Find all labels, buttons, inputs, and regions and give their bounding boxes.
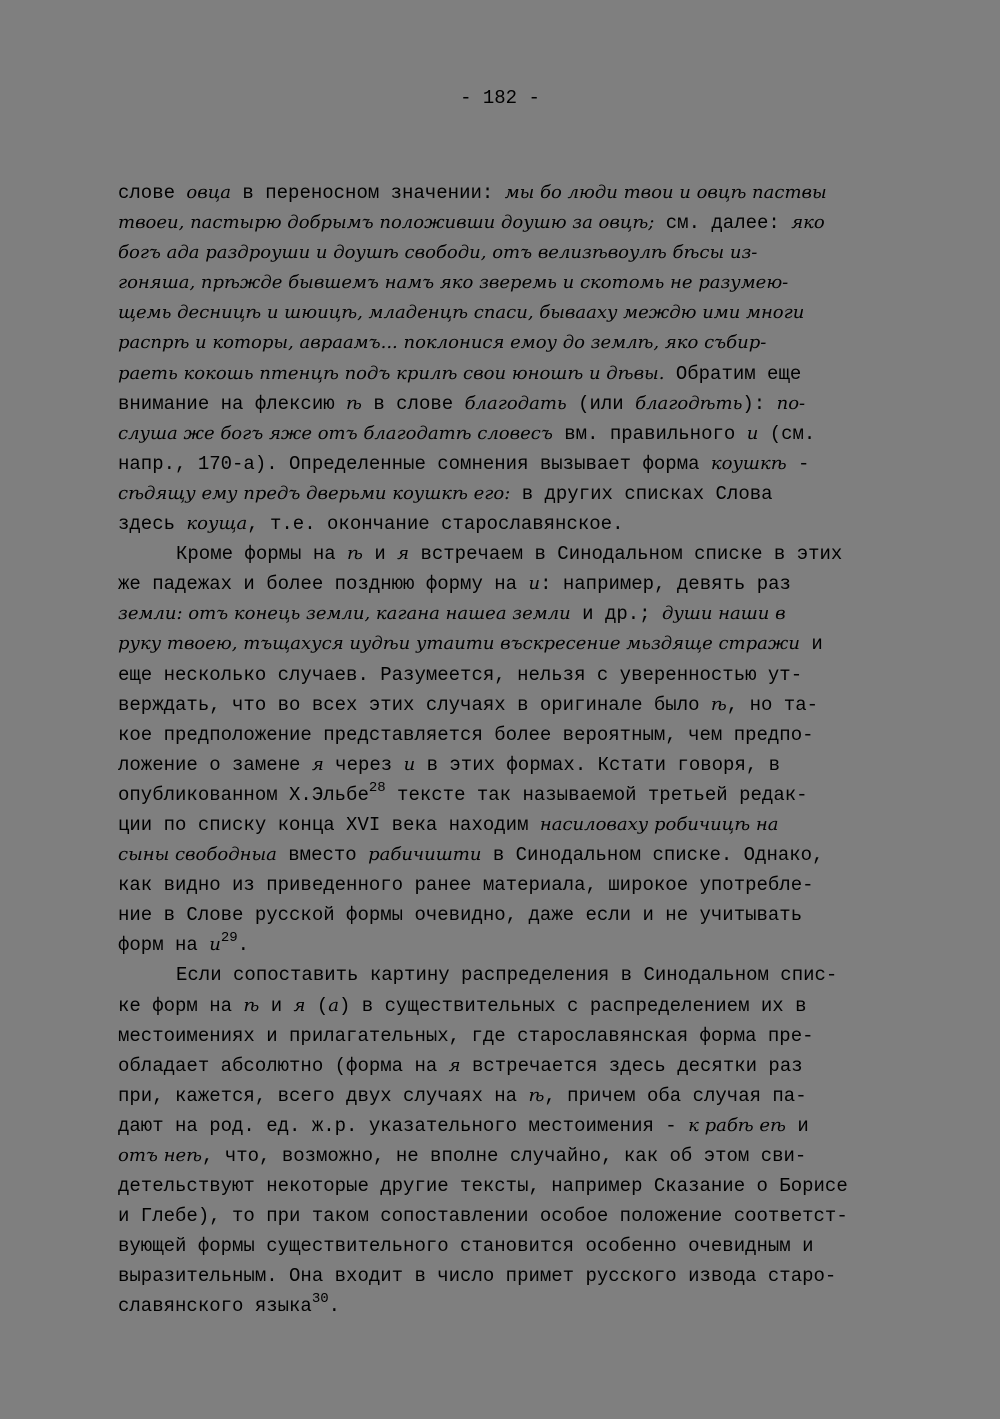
italic-quote: я [448, 1054, 461, 1076]
text-line [118, 539, 898, 569]
text-line [118, 1171, 898, 1201]
text-run: местоимениях и прилагательных, где старославянская форма пре- [118, 1024, 814, 1047]
italic-quote: ѣ [346, 392, 362, 414]
italic-quote: сыны свободныа [118, 844, 277, 866]
text-run: ние в Слове русской формы очевидно, даже если и не учитывать [118, 904, 803, 927]
text-run: в слове [361, 392, 465, 415]
text-run: славянского языка [118, 1295, 312, 1318]
italic-quote: ѣ [710, 693, 727, 715]
text-run: форм на [118, 934, 210, 957]
italic-quote: руку твоею, тъщахуся иудѣи утаити въскресение мьздяще стражи [118, 633, 800, 655]
text-run: вующей формы существительного становится особенно очевидным и [118, 1235, 814, 1258]
italic-quote: я [397, 543, 410, 565]
footnote-ref: 30 [311, 1291, 329, 1308]
italic-quote: благодѣть [635, 392, 743, 414]
text-line [118, 419, 898, 449]
text-line [118, 1141, 898, 1171]
italic-quote: я [311, 753, 324, 775]
text-run: в Синодальном списке. Однако, [481, 844, 824, 867]
italic-quote: рабичишти [368, 844, 482, 866]
italic-quote: ѣ [347, 543, 363, 565]
text-run: ции по списку конца XVI века находим [118, 813, 540, 836]
text-run: опубликованном Х.Эльбе [118, 783, 369, 806]
italic-quote: слуша же богъ яже отъ благодатѣ словесъ [118, 422, 553, 444]
italic-quote: земли: отъ конець земли, кагана нашеа земли [118, 603, 571, 625]
italic-quote: распрѣ и которы, авраамъ... поклонися емоу до землѣ, яко събир- [118, 332, 767, 354]
text-line [118, 479, 898, 509]
text-line [118, 1231, 898, 1261]
text-line [118, 208, 898, 238]
italic-quote: твоеи, пастырю добрымъ положивши доушю за овцѣ; [118, 212, 655, 234]
italic-quote: благодать [464, 392, 567, 414]
text-line [118, 750, 898, 780]
italic-quote: ѣ [243, 994, 260, 1016]
italic-quote: богъ ада раздроуши и доушѣ свободи, отъ велизѣвоулѣ бѣсы из- [118, 242, 758, 264]
text-run: слове [118, 182, 187, 204]
italic-quote: ѣ [528, 1084, 545, 1106]
text-run: же падежах и более позднюю форму на [118, 573, 529, 596]
text-run: верждать, что во всех этих случаях в оригинале было [118, 693, 711, 716]
text-line [118, 720, 898, 750]
text-run: вм. правильного [552, 422, 747, 445]
italic-quote: к рабѣ еѣ [688, 1114, 786, 1136]
text-run: тексте так называемой третьей редак- [385, 783, 808, 806]
text-run: Если сопоставить картину распределения в Синодальном спис- [176, 964, 838, 987]
italic-quote: гоняша, прѣжде бывшемъ намъ яко зверемь и скотомь не разумею- [118, 272, 789, 294]
text-run: обладает абсолютно (форма на [118, 1054, 449, 1077]
text-run: в других списках Слова [510, 482, 773, 505]
text-line [118, 1291, 898, 1321]
text-line [118, 629, 898, 659]
text-line [118, 870, 898, 900]
text-run: при, кажется, всего двух случаях на [118, 1084, 529, 1107]
italic-quote: я [293, 994, 306, 1016]
text-run: еще несколько случаев. Разумеется, нельзя с уверенностью ут- [118, 663, 803, 686]
text-line [118, 1051, 898, 1081]
italic-quote: коуща [186, 513, 248, 535]
text-run: : например, девять раз [540, 573, 791, 596]
text-run: как видно из приведенного ранее материала, широкое употребле- [118, 874, 814, 897]
text-line [118, 569, 898, 599]
text-run: и [362, 543, 398, 566]
text-run: встречаем в Синодальном списке в этих [409, 543, 843, 566]
text-run: (или [566, 392, 636, 415]
text-line [118, 991, 898, 1021]
italic-quote: а [328, 994, 339, 1016]
text-run: выразительным. Она входит в число примет русского извода старо- [118, 1265, 837, 1288]
text-line [118, 268, 898, 298]
text-line [118, 178, 898, 208]
text-line [118, 238, 898, 268]
italic-quote: и [746, 422, 759, 444]
italic-quote: мы бо люди твои и овцѣ паствы [504, 182, 827, 203]
text-line [118, 1261, 898, 1291]
text-run: , но та- [726, 693, 819, 716]
text-line [118, 359, 898, 389]
text-run: вместо [276, 844, 369, 867]
italic-quote: отъ неѣ [118, 1145, 203, 1166]
text-line [118, 960, 898, 990]
text-run: , причем оба случая па- [544, 1084, 807, 1107]
italic-quote: и [403, 753, 416, 775]
italic-quote: и [209, 934, 221, 956]
italic-quote: души наши в [661, 603, 786, 625]
italic-quote: овца [186, 182, 232, 203]
text-line [118, 328, 898, 358]
text-line [118, 660, 898, 690]
italic-quote: по- [776, 392, 806, 414]
text-run: встречается здесь десятки раз [460, 1054, 803, 1077]
footnote-ref: 28 [368, 779, 386, 796]
text-run: - [786, 452, 810, 475]
text-run: ложение о замене [118, 753, 312, 776]
text-run: . [237, 934, 250, 957]
text-run: кое предположение представляется более вероятным, чем предпо- [118, 723, 814, 746]
italic-quote: сѣдящу ему предъ дверьми коушкѣ его: [118, 482, 511, 504]
body-text [118, 178, 898, 1322]
text-line [118, 1201, 898, 1231]
text-line [118, 509, 898, 539]
text-run: ): [742, 392, 777, 415]
text-run: в этих формах. Кстати говоря, в [415, 753, 781, 776]
text-run: напр., 170-а). Определенные сомнения вызывает форма [118, 452, 711, 475]
text-run: , что, возможно, не вполне случайно, как об этом сви- [202, 1145, 807, 1167]
text-run: детельствуют некоторые другие тексты, например Сказание о Борисе [118, 1175, 848, 1198]
text-run: дают на род. ед. ж.р. указательного местоимения - [118, 1114, 689, 1137]
text-run: и [785, 1114, 809, 1137]
text-line [118, 690, 898, 720]
italic-quote: яко [791, 212, 825, 234]
text-line [118, 599, 898, 629]
text-line [118, 1021, 898, 1051]
text-run: см. далее: [654, 212, 792, 235]
text-run: внимание на флексию [118, 392, 347, 415]
text-line [118, 810, 898, 840]
text-run: (см. [758, 422, 816, 445]
text-run: Кроме формы на [176, 543, 348, 566]
page-number: - 182 - [460, 87, 540, 109]
text-line [118, 449, 898, 479]
italic-quote: щемь десницѣ и шюицѣ, младенцѣ спаси, бывааху междю ими многи [118, 302, 805, 324]
text-run: ( [305, 994, 329, 1017]
text-run: Обратим еще [664, 362, 802, 385]
text-line [118, 298, 898, 328]
text-run: ) в существительных с распределением их в [339, 994, 807, 1017]
italic-quote: и [528, 573, 541, 595]
text-run: через [323, 753, 404, 776]
text-line [118, 780, 898, 810]
text-run: и Глебе), то при таком сопоставлении особое положение соответст- [118, 1205, 848, 1228]
text-run: и [259, 994, 294, 1017]
footnote-ref: 29 [220, 930, 238, 947]
text-line [118, 389, 898, 419]
text-run: и др.; [570, 603, 662, 626]
text-run: ке форм на [118, 994, 244, 1017]
text-line [118, 840, 898, 870]
italic-quote: насиловаху робичицѣ на [539, 813, 779, 835]
text-line [118, 1081, 898, 1111]
italic-quote: коушкѣ [710, 452, 787, 474]
text-line [118, 900, 898, 930]
text-line [118, 930, 898, 960]
text-run: здесь [118, 513, 187, 536]
text-run: , т.е. окончание старославянское. [247, 513, 624, 536]
text-line [118, 1111, 898, 1141]
italic-quote: раеть кокошь птенцѣ подъ крилѣ свои юношѣ и дѣвы. [118, 362, 665, 384]
text-run: и [799, 633, 823, 656]
text-run: в переносном значении: [231, 182, 505, 204]
text-run: . [328, 1295, 341, 1318]
